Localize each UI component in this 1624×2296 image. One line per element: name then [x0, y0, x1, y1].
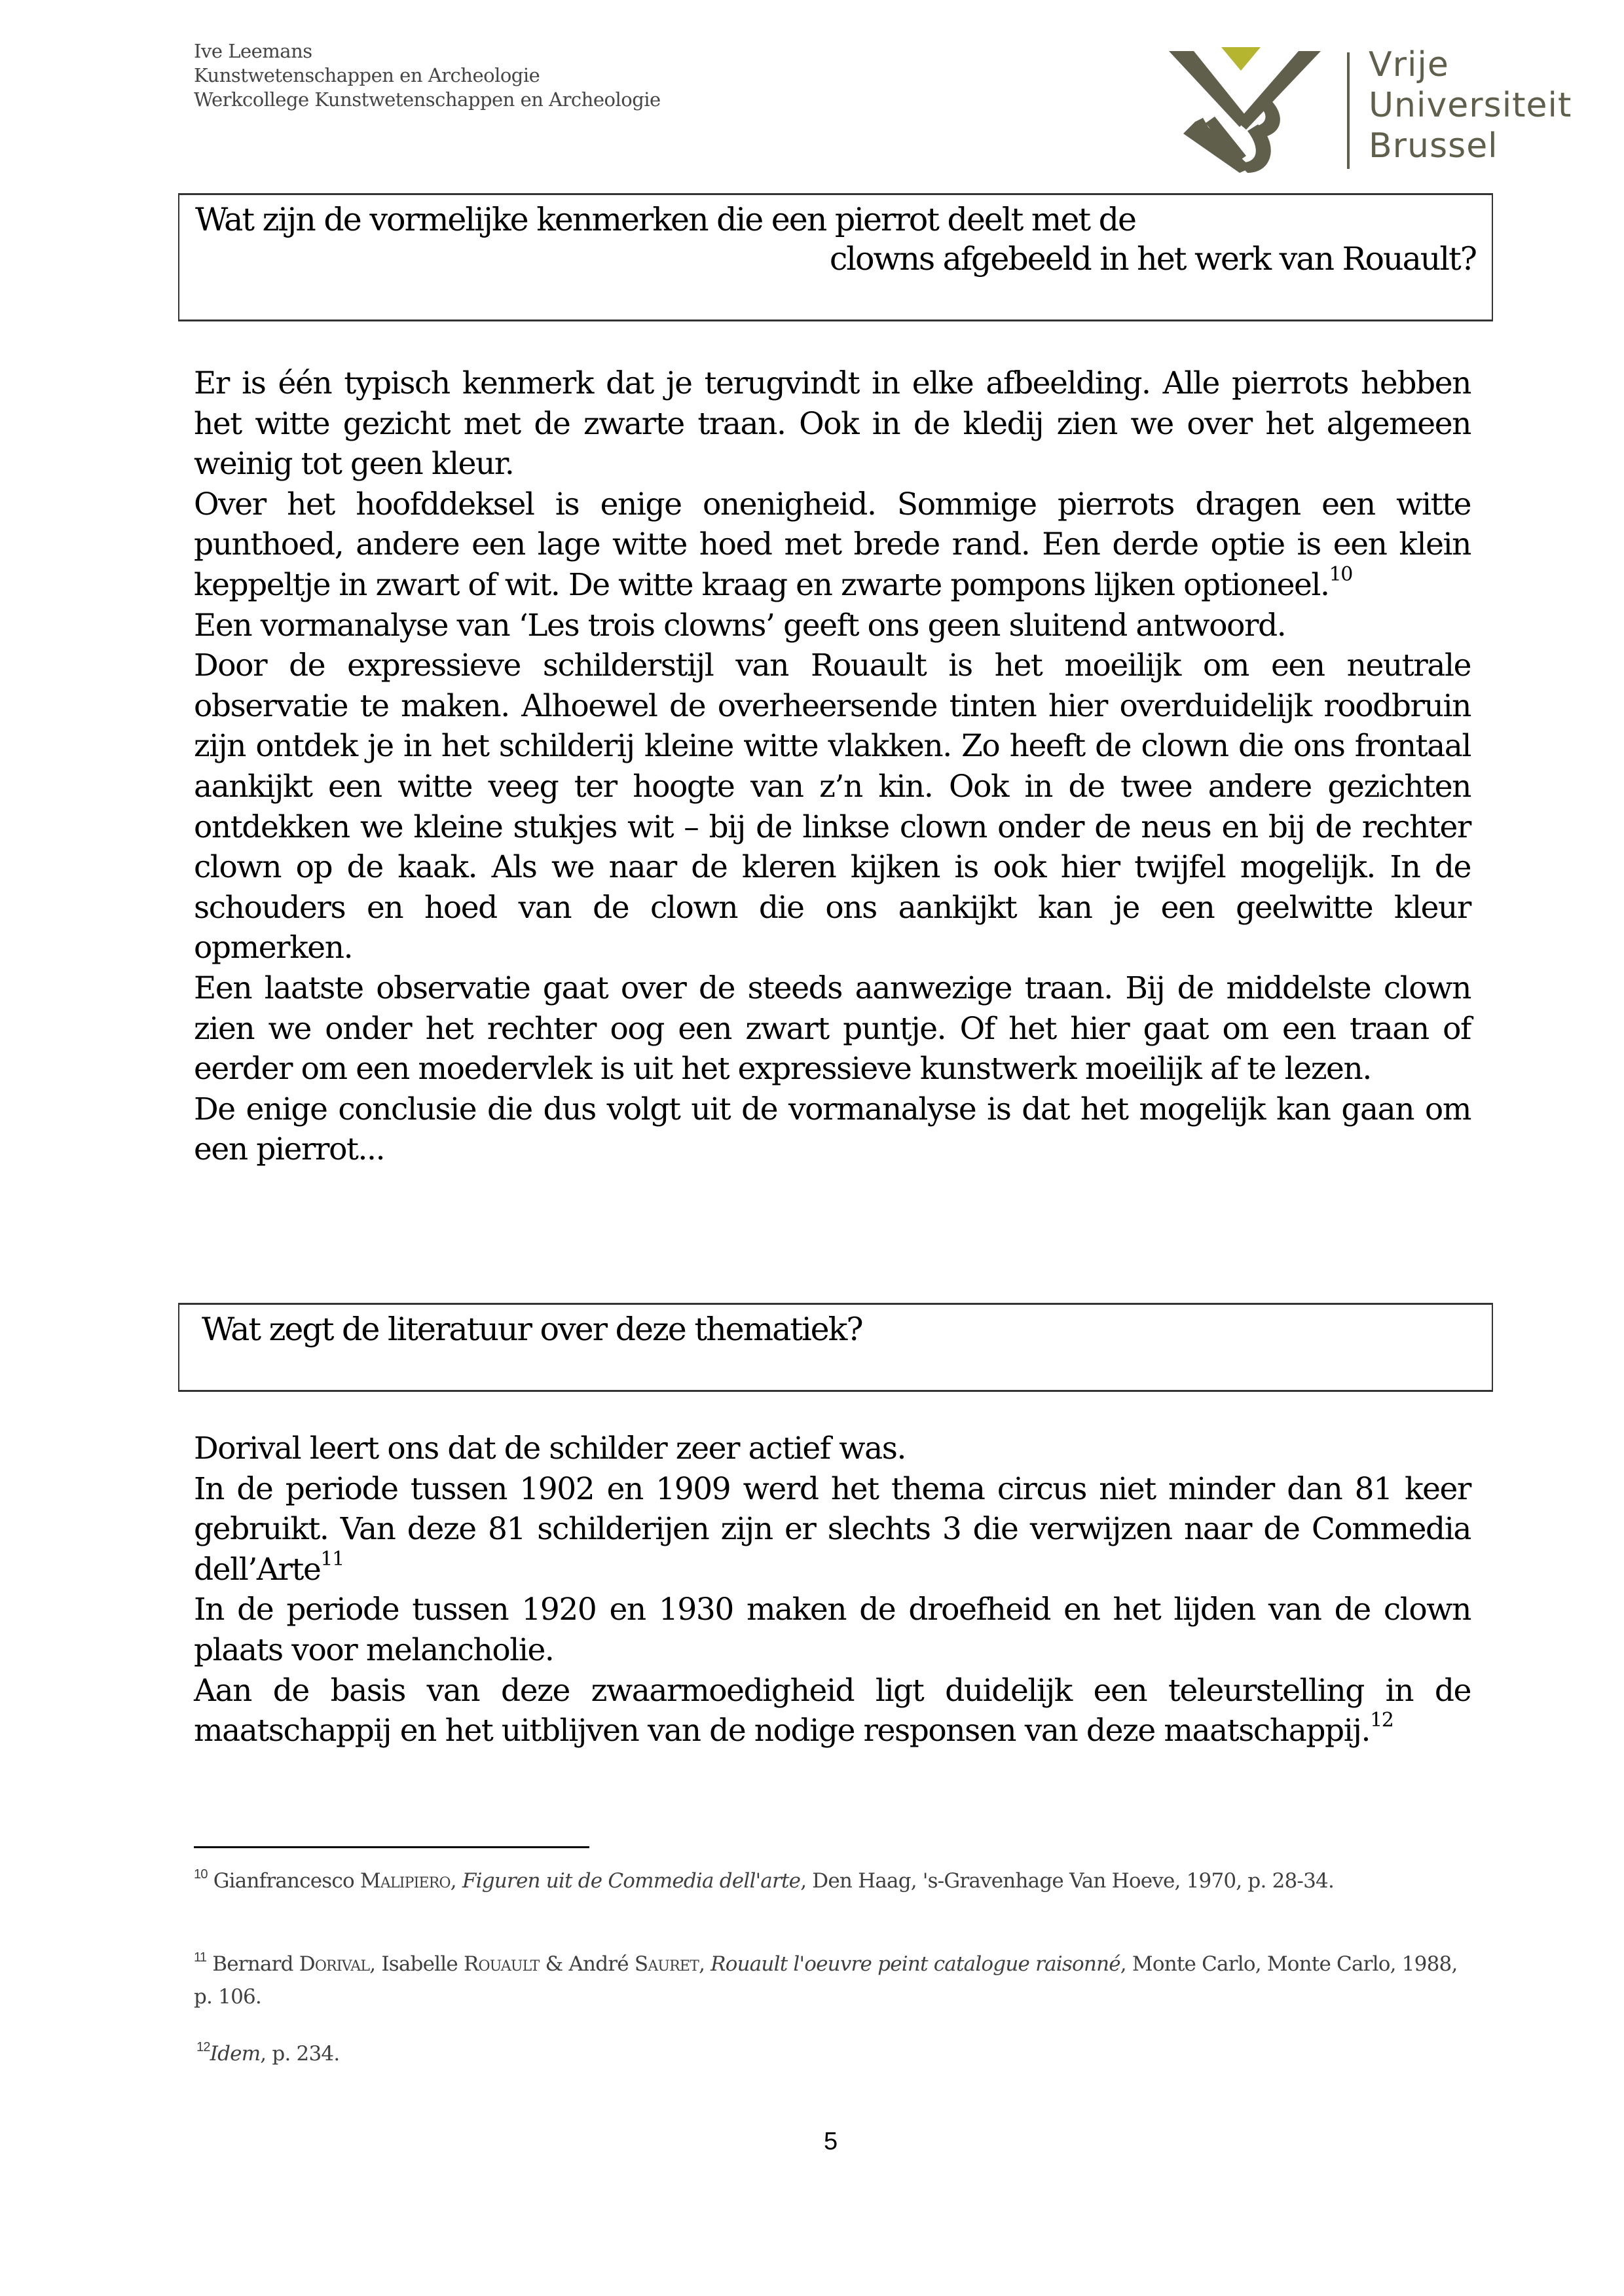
paragraph: In de periode tussen 1920 en 1930 maken de droefheid en het lijden van de clown plaats voor melancholie.: [194, 1592, 1471, 1668]
header-author: Ive Leemans: [194, 40, 312, 62]
logo-wordmark: [1369, 45, 1572, 166]
header-course: Werkcollege Kunstwetenschappen en Archeologie: [194, 88, 661, 111]
question-box-1: [178, 193, 1493, 321]
paragraph: Een laatste observatie gaat over de steeds aanwezige traan. Bij de middelste clown zien we onder het rechter oog een zwart puntje. Of het hier gaat om een traan of eerder om een moedervlek is uit het expressieve kunstwerk moeilijk af te lezen.: [194, 970, 1471, 1087]
paragraph: In de periode tussen 1902 en 1909 werd het thema circus niet minder dan 81 keer gebruikt. Van deze 81 schilderijen zijn er slechts 3 die verwijzen naar de Commedia dell’Arte$^{11}$: [194, 1470, 1471, 1588]
university-logo: [1169, 45, 1575, 175]
footnote-12: $^{12}$Idem, p. 234.: [196, 2040, 340, 2066]
question-2-line-1: Wat zegt de literatuur over deze thematiek?: [202, 1311, 862, 1348]
footnote-11: $^{11}$ Bernard Dorival, Isabelle Rouault & André Sauret, Rouault l'oeuvre peint catalogue raisonné, Monte Carlo, Monte Carlo, 1988, p. 106.: [194, 1950, 1458, 2009]
logo-line-1: Vrije: [1369, 45, 1449, 84]
question-1-line-2: clowns afgebeeld in het werk van Rouault?: [829, 240, 1476, 278]
paragraph: Aan de basis van deze zwaarmoedigheid ligt duidelijk een teleurstelling in de maatschappij en het uitblijven van de nodige responsen van deze maatschappij.$^{12}$: [194, 1672, 1471, 1749]
section-1-body: [194, 363, 1471, 1170]
document-header: [194, 39, 661, 112]
paragraph: Er is één typisch kenmerk dat je terugvindt in elke afbeelding. Alle pierrots hebben het witte gezicht met de zwarte traan. Ook in de kledij zien we over het algemeen weinig tot geen kleur.: [194, 365, 1471, 483]
section-2-body: [194, 1429, 1471, 1751]
logo-line-3: Brussel: [1369, 126, 1498, 166]
footnote-ref-11[interactable]: 11: [320, 1547, 344, 1571]
header-department: Kunstwetenschappen en Archeologie: [194, 64, 540, 86]
paragraph: Over het hoofddeksel is enige onenigheid. Sommige pierrots dragen een witte punthoed, andere een lage witte hoed met brede rand. Een derde optie is een klein keppeltje in zwart of wit. De witte kraag en zwarte pompons lijken optioneel.$^{10}$: [194, 486, 1471, 603]
paragraph: Een vormanalyse van ‘Les trois clowns’ geeft ons geen sluitend antwoord.: [194, 607, 1286, 644]
page-number: 5: [824, 2128, 838, 2155]
logo-divider: [1347, 52, 1350, 169]
question-box-2: [178, 1303, 1493, 1392]
paragraph: De enige conclusie die dus volgt uit de vormanalyse is dat het mogelijk kan gaan om een pierrot...: [194, 1091, 1471, 1168]
footnote-10: $^{10}$ Gianfrancesco Malipiero, Figuren uit de Commedia dell'arte, Den Haag, 's-Gravenhage Van Hoeve, 1970, p. 28-34.: [194, 1867, 1334, 1893]
footnote-ref-12[interactable]: 12: [1370, 1709, 1393, 1732]
footnote-separator: [194, 1846, 589, 1848]
paragraph: Dorival leert ons dat de schilder zeer actief was.: [194, 1430, 906, 1467]
vub-logo-mark-icon: [1169, 45, 1339, 175]
question-1-line-1: Wat zijn de vormelijke kenmerken die een pierrot deelt met de: [195, 201, 1135, 238]
footnote-ref-10[interactable]: 10: [1329, 562, 1352, 586]
paragraph: Door de expressieve schilderstijl van Rouault is het moeilijk om een neutrale observatie te maken. Alhoewel de overheersende tinten hier overduidelijk roodbruin zijn ontdek je in het schilderij kleine witte vlakken. Zo heeft de clown die ons frontaal aankijkt een witte veeg ter hoogte van z’n kin. Ook in de twee andere gezichten ontdekken we kleine stukjes wit – bij de linkse clown onder de neus en bij de rechter clown op de kaak. Als we naar de kleren kijken is ook hier twijfel mogelijk. In de schouders en hoed van de clown die ons aankijkt kan je een geelwitte kleur opmerken.: [194, 647, 1471, 966]
logo-line-2: Universiteit: [1369, 86, 1572, 125]
